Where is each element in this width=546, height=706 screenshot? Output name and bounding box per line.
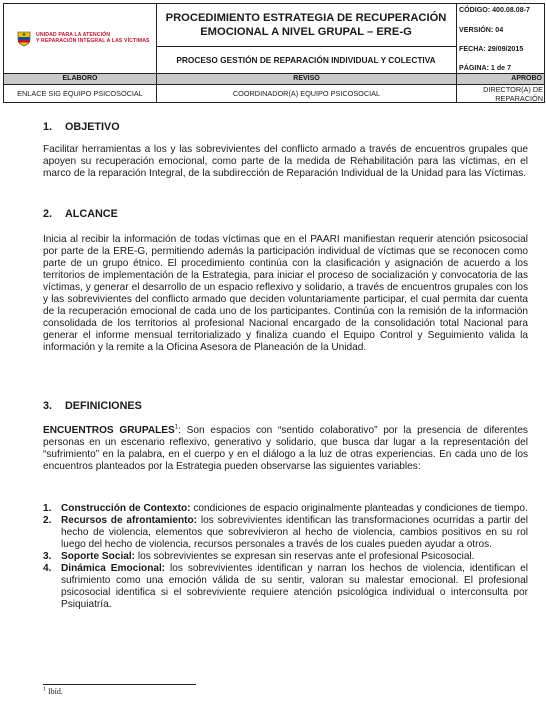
role-elaboro-label: ELABORÓ <box>4 74 156 84</box>
logo-text <box>36 32 150 44</box>
aprobo-value <box>457 85 544 103</box>
elaboro-value: ENLACE SIG EQUIPO PSICOSOCIAL <box>17 89 143 98</box>
section-objetivo-text: Facilitar herramientas a los y las sobrevivientes del conflicto armado a través de encuentros grupales que apoyen su recuperación emocional, como parte de la medida de Rehabilitación para las víctimas, en el marco de la reparación Integral, de la subdirección de Reparación Individual de la Unidad para las Víctimas. <box>43 144 528 179</box>
list-item-number: 3. <box>43 551 52 562</box>
list-item-term: Construcción de Contexto: <box>61 503 191 514</box>
document-title: PROCEDIMIENTO ESTRATEGIA DE RECUPERACIÓN EMOCIONAL A NIVEL GRUPAL – ERE-G <box>165 11 447 38</box>
definition-term: ENCUENTROS GRUPALES <box>43 425 175 436</box>
section-number: 2. <box>43 208 53 220</box>
list-item-number: 1. <box>43 503 52 514</box>
footnote-separator <box>43 684 196 685</box>
list-item-term: Dinámica Emocional: <box>61 563 166 574</box>
aprobo-value-line1: DIRECTOR(A) DE <box>483 85 543 94</box>
section-title: DEFINICIONES <box>65 400 142 412</box>
header-border-right <box>544 3 545 103</box>
footnote-text: Ibíd. <box>46 687 63 696</box>
section-title: ALCANCE <box>65 208 118 220</box>
section-definiciones-heading <box>43 400 142 412</box>
coat-of-arms-icon <box>17 30 31 47</box>
list-item <box>43 503 528 515</box>
list-item-term: Recursos de afrontamiento: <box>61 515 198 526</box>
logo <box>3 3 156 73</box>
list-item-text: los sobrevivientes identifican las transformaciones ocurridas a partir del hecho de violencia, elementos que sobrevivieron al hecho de violencia, cambios positivos en su rol luego del hecho de violencia, recursos personales a través de los cuales pueden ayudar a otros. <box>61 515 528 550</box>
role-reviso-label: REVISÓ <box>157 74 456 84</box>
aprobo-value-line2: REPARACIÓN <box>495 93 543 103</box>
list-item <box>43 551 528 563</box>
list-item-term: Soporte Social: <box>61 551 136 562</box>
document-page: PÁGINA: 1 de 7 <box>459 64 512 72</box>
section-number: 3. <box>43 400 53 412</box>
section-alcance-text: Inicia al recibir la información de todas víctimas que en el PAARI manifiestan requerir atención psicosocial por parte de la ERE-G, permitiendo además la participación individual de víctimas que se reconocen como parte de un grupo étnico. El procedimiento continúa con la clasificación y asignación de acuerdo a los territorios de implementación de la Estrategia, para iniciar el proceso de socialización y convocatoria de las víctimas, y generar el desarrollo de un espacio reflexivo y solidario, a través de encuentros grupales con los y las sobrevivientes del conflicto armado que deciden voluntariamente participar, el cual permita dar cuenta de la recuperación emocional de cada uno de los participantes. Continúa con la remisión de la información consolidada de los territorios al profesional Nacional encargado de la consolidación total Nacional para generar el informe mensual territorializado y finaliza cuando el Equipo Control y Seguimiento valida la información y la remite a la Oficina Asesora de Planeación de la Unidad. <box>43 234 528 353</box>
list-item-text: los sobrevivientes se expresan sin reservas ante el profesional Psicosocial. <box>135 551 475 562</box>
list-item <box>43 515 528 551</box>
section-title: OBJETIVO <box>65 121 120 133</box>
footnote-ref[interactable]: 1 <box>174 424 179 431</box>
section-number: 1. <box>43 121 53 133</box>
footnote-number: 1 <box>43 686 46 693</box>
role-aprobo-label: APROBÓ <box>457 74 544 84</box>
list-item <box>43 563 528 611</box>
definition-encuentros-grupales <box>43 425 528 473</box>
section-alcance-heading <box>43 208 118 220</box>
document-code: CÓDIGO: 400.08.08-7 <box>459 6 530 14</box>
logo-text-line2: Y REPARACIÓN INTEGRAL A LAS VÍCTIMAS <box>36 38 150 44</box>
document-process: PROCESO GESTIÓN DE REPARACIÓN INDIVIDUAL Y COLECTIVA <box>176 54 436 65</box>
list-item-number: 2. <box>43 515 52 526</box>
document-header <box>3 3 545 103</box>
document-version: VERSIÓN: 04 <box>459 26 504 34</box>
section-objetivo-heading <box>43 121 120 133</box>
reviso-value: COORDINADOR(A) EQUIPO PSICOSOCIAL <box>232 89 381 98</box>
list-item-text: condiciones de espacio originalmente planteadas y condiciones de tiempo. <box>190 503 528 514</box>
footnote <box>43 687 63 696</box>
variables-list <box>43 503 528 611</box>
list-item-number: 4. <box>43 563 52 574</box>
logo-text-line1: UNIDAD PARA LA ATENCIÓN <box>36 32 111 38</box>
list-item-text: los sobrevivientes identifican y narran los hechos de violencia, identifican el sufrimiento como una emoción válida de su sentir, valoran su malestar emocional. El profesional psicosocial identifica si el sobreviviente requiere atención psicológica individual o interconsulta por Psiquiatría. <box>61 563 529 610</box>
document-date: FECHA: 29/09/2015 <box>459 45 524 53</box>
definition-text: : Son espacios con “sentido colaborativo” por la presencia de diferentes personas en un escenario reflexivo, generativo y solidario, que busca dar lugar a la representación del “sufrimiento” en la palabra, en el cuerpo y en el diálogo a la luz de otras experiencias. En cada uno de los encuentros planteados por la Estrategia pueden observarse las siguientes variables: <box>43 425 528 472</box>
